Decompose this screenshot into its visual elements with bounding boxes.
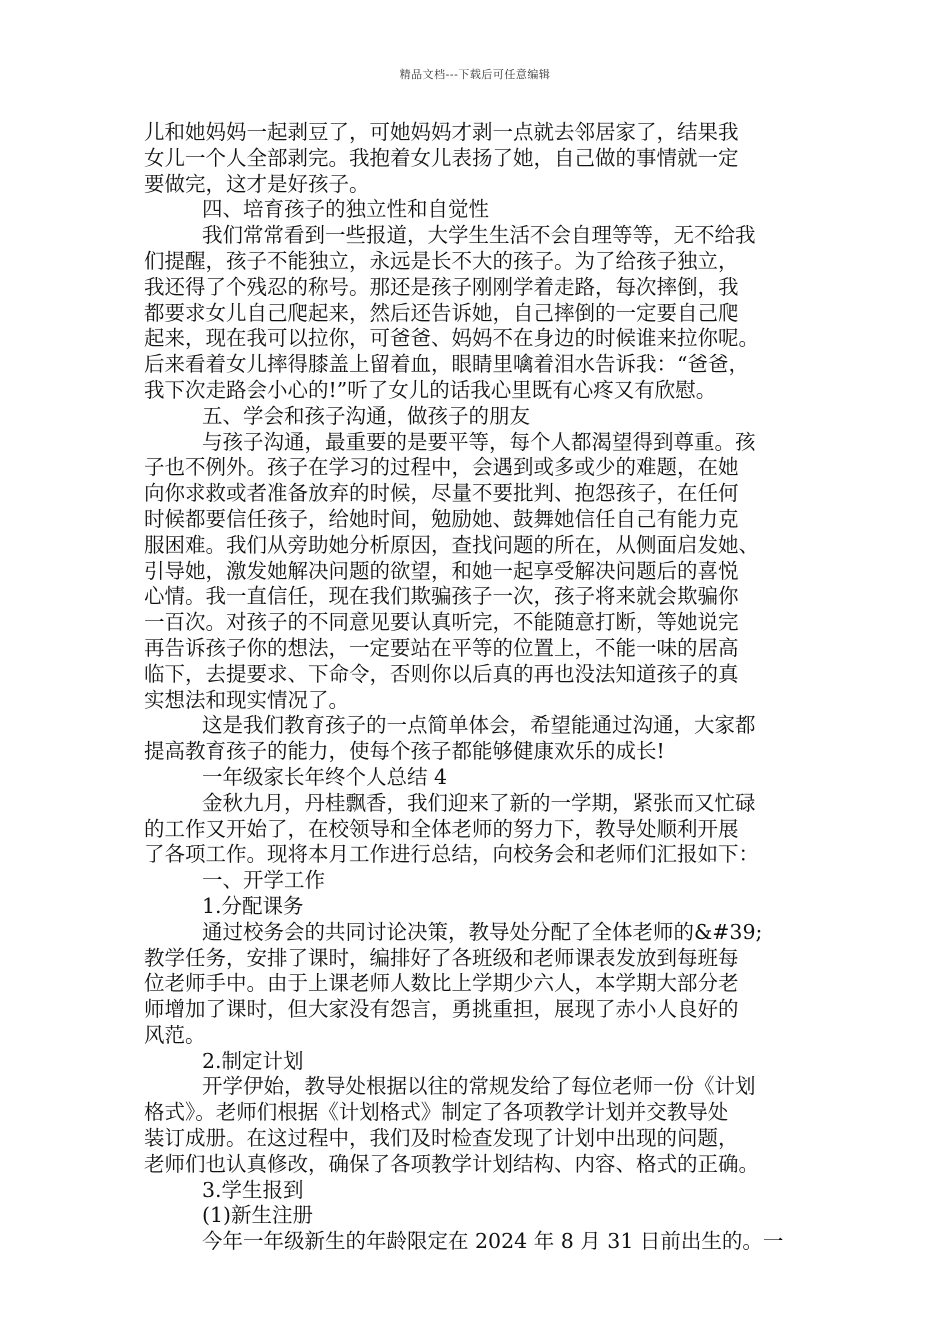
paragraph-line-indented: (1)新生注册 (202, 1203, 314, 1228)
paragraph-line: 后来看着女儿摔得膝盖上留着血，眼睛里噙着泪水告诉我：“爸爸， (144, 352, 749, 377)
paragraph-line-indented: 开学伊始，教导处根据以往的常规发给了每位老师一份《计划 (202, 1074, 756, 1099)
paragraph-line: 女儿一个人全部剥完。我抱着女儿表扬了她，自己做的事情就一定 (144, 145, 739, 170)
paragraph-line: 一百次。对孩子的不同意见要认真听完，不能随意打断，等她说完 (144, 610, 739, 635)
paragraph-line: 风范。 (144, 1022, 206, 1047)
paragraph-line: 儿和她妈妈一起剥豆了，可她妈妈才剥一点就去邻居家了，结果我 (144, 120, 739, 144)
paragraph-line: 老师们也认真修改，确保了各项教学计划结构、内容、格式的正确。 (144, 1151, 759, 1176)
paragraph-line: 子也不例外。孩子在学习的过程中，会遇到或多或少的难题，在她 (144, 455, 739, 480)
paragraph-line: 了各项工作。现将本月工作进行总结，向校务会和老师们汇报如下： (144, 842, 759, 867)
paragraph-line: 向你求救或者准备放弃的时候，尽量不要批判、抱怨孩子，在任何 (144, 481, 739, 506)
paragraph-line: 临下，去提要求、下命令，否则你以后真的再也没法知道孩子的真 (144, 661, 739, 686)
paragraph-line: 提高教育孩子的能力，使每个孩子都能够健康欢乐的成长! (144, 739, 665, 764)
paragraph-line-indented: 五、学会和孩子沟通，做孩子的朋友 (202, 403, 530, 428)
paragraph-line-indented: 1.分配课务 (202, 893, 304, 918)
paragraph-line: 的工作又开始了，在校领导和全体老师的努力下，教导处顺利开展 (144, 816, 739, 841)
paragraph-line-indented: 金秋九月，丹桂飘香，我们迎来了新的一学期，紧张而又忙碌 (202, 790, 756, 815)
paragraph-line-indented: 这是我们教育孩子的一点简单体会，希望能通过沟通，大家都 (202, 713, 756, 738)
paragraph-line: 都要求女儿自己爬起来，然后还告诉她，自己摔倒的一定要自己爬 (144, 300, 739, 325)
paragraph-line: 实想法和现实情况了。 (144, 687, 349, 712)
paragraph-line: 教学任务，安排了课时，编排好了各班级和老师课表发放到每班每 (144, 945, 739, 970)
paragraph-line-indented: 2.制定计划 (202, 1048, 304, 1073)
paragraph-line: 们提醒，孩子不能独立，永远是长不大的孩子。为了给孩子独立， (144, 248, 739, 273)
paragraph-line: 再告诉孩子你的想法，一定要站在平等的位置上，不能一味的居高 (144, 635, 739, 660)
paragraph-line: 起来，现在我可以拉你，可爸爸、妈妈不在身边的时候谁来拉你呢。 (144, 326, 759, 351)
paragraph-line: 我还得了个残忍的称号。那还是孩子刚刚学着走路，每次摔倒，我 (144, 274, 739, 299)
page-header: 精品文档---下载后可任意编辑 (399, 68, 551, 81)
paragraph-line-indented: 3.学生报到 (202, 1177, 304, 1202)
paragraph-line-indented: 今年一年级新生的年龄限定在 2024 年 8 月 31 日前出生的。一 (202, 1229, 784, 1254)
paragraph-line-indented: 四、培育孩子的独立性和自觉性 (202, 197, 489, 222)
paragraph-line-indented: 一年级家长年终个人总结 4 (202, 764, 448, 789)
paragraph-line: 装订成册。在这过程中，我们及时检查发现了计划中出现的问题， (144, 1126, 739, 1151)
document-body (144, 120, 812, 1255)
paragraph-line-indented: 我们常常看到一些报道，大学生生活不会自理等等，无不给我 (202, 223, 756, 248)
paragraph-line: 要做完，这才是好孩子。 (144, 171, 370, 196)
paragraph-line: 位老师手中。由于上课老师人数比上学期少六人，本学期大部分老 (144, 971, 739, 996)
paragraph-line: 我下次走路会小心的!”听了女儿的话我心里既有心疼又有欣慰。 (144, 377, 717, 402)
paragraph-line: 服困难。我们从旁助她分析原因，查找问题的所在，从侧面启发她、 (144, 532, 759, 557)
paragraph-line: 时候都要信任孩子，给她时间，勉励她、鼓舞她信任自己有能力克 (144, 506, 739, 531)
paragraph-line-indented: 与孩子沟通，最重要的是要平等，每个人都渴望得到尊重。孩 (202, 429, 756, 454)
paragraph-line-indented: 一、开学工作 (202, 868, 325, 893)
paragraph-line: 引导她，激发她解决问题的欲望，和她一起享受解决问题后的喜悦 (144, 558, 739, 583)
paragraph-line: 心情。我一直信任，现在我们欺骗孩子一次，孩子将来就会欺骗你 (144, 584, 739, 609)
paragraph-line: 格式》。老师们根据《计划格式》制定了各项教学计划并交教导处 (144, 1100, 729, 1125)
paragraph-line-indented: 通过校务会的共同讨论决策，教导处分配了全体老师的&#39; (202, 919, 763, 944)
paragraph-line: 师增加了课时，但大家没有怨言，勇挑重担，展现了赤小人良好的 (144, 997, 739, 1022)
